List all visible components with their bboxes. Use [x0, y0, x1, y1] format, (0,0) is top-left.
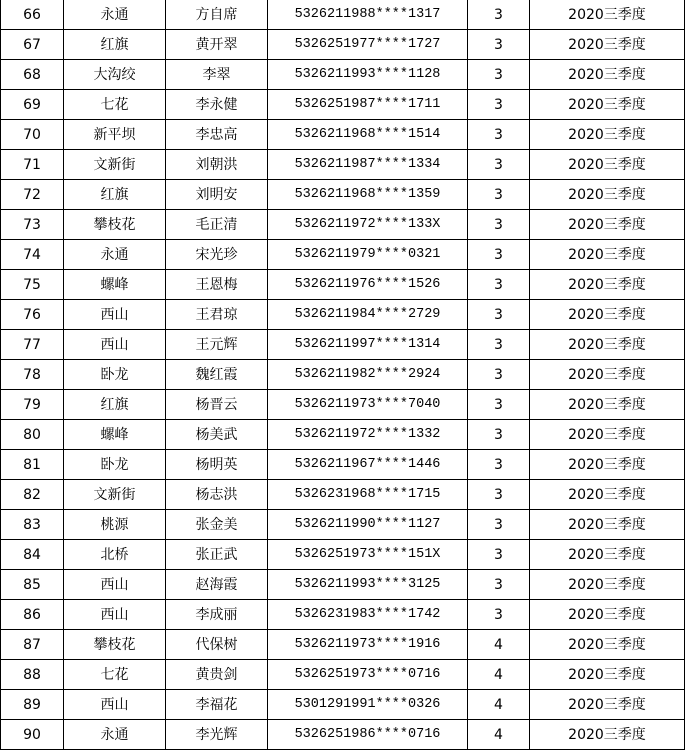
period-cell: 2020三季度 [530, 120, 685, 150]
id-number-cell: 5326211973****7040 [268, 390, 468, 420]
level-cell: 3 [468, 480, 530, 510]
person-name-cell: 李永健 [166, 90, 268, 120]
table-row [1, 180, 685, 210]
person-name-cell: 杨志洪 [166, 480, 268, 510]
period-cell: 2020三季度 [530, 690, 685, 720]
table-row [1, 720, 685, 750]
level-cell: 3 [468, 570, 530, 600]
row-number-cell: 75 [1, 270, 64, 300]
person-name-cell: 宋光珍 [166, 240, 268, 270]
level-cell: 3 [468, 150, 530, 180]
row-number-cell: 90 [1, 720, 64, 750]
town-cell: 卧龙 [64, 360, 166, 390]
period-cell: 2020三季度 [530, 570, 685, 600]
row-number-cell: 76 [1, 300, 64, 330]
person-name-cell: 王恩梅 [166, 270, 268, 300]
id-number-cell: 5326211968****1514 [268, 120, 468, 150]
row-number-cell: 69 [1, 90, 64, 120]
person-name-cell: 王元辉 [166, 330, 268, 360]
row-number-cell: 89 [1, 690, 64, 720]
level-cell: 4 [468, 660, 530, 690]
id-number-cell: 5326251986****0716 [268, 720, 468, 750]
row-number-cell: 79 [1, 390, 64, 420]
town-cell: 西山 [64, 570, 166, 600]
level-cell: 3 [468, 540, 530, 570]
row-number-cell: 83 [1, 510, 64, 540]
period-cell: 2020三季度 [530, 270, 685, 300]
id-number-cell: 5326231983****1742 [268, 600, 468, 630]
person-name-cell: 李光辉 [166, 720, 268, 750]
row-number-cell: 68 [1, 60, 64, 90]
town-cell: 卧龙 [64, 450, 166, 480]
row-number-cell: 67 [1, 30, 64, 60]
person-name-cell: 张金美 [166, 510, 268, 540]
period-cell: 2020三季度 [530, 360, 685, 390]
person-name-cell: 黄开翠 [166, 30, 268, 60]
period-cell: 2020三季度 [530, 90, 685, 120]
id-number-cell: 5326211976****1526 [268, 270, 468, 300]
id-number-cell: 5326211972****133X [268, 210, 468, 240]
period-cell: 2020三季度 [530, 240, 685, 270]
person-name-cell: 刘朝洪 [166, 150, 268, 180]
person-name-cell: 王君琼 [166, 300, 268, 330]
town-cell: 大沟绞 [64, 60, 166, 90]
id-number-cell: 5326211990****1127 [268, 510, 468, 540]
person-name-cell: 李忠高 [166, 120, 268, 150]
id-number-cell: 5326231968****1715 [268, 480, 468, 510]
town-cell: 七花 [64, 90, 166, 120]
town-cell: 文新街 [64, 480, 166, 510]
level-cell: 3 [468, 210, 530, 240]
town-cell: 桃源 [64, 510, 166, 540]
town-cell: 螺峰 [64, 420, 166, 450]
id-number-cell: 5326211988****1317 [268, 0, 468, 30]
table-row [1, 510, 685, 540]
person-name-cell: 赵海霞 [166, 570, 268, 600]
id-number-cell: 5326211987****1334 [268, 150, 468, 180]
period-cell: 2020三季度 [530, 600, 685, 630]
row-number-cell: 70 [1, 120, 64, 150]
table-row [1, 0, 685, 30]
table-row [1, 420, 685, 450]
period-cell: 2020三季度 [530, 450, 685, 480]
person-name-cell: 张正武 [166, 540, 268, 570]
period-cell: 2020三季度 [530, 510, 685, 540]
table-row [1, 210, 685, 240]
level-cell: 3 [468, 30, 530, 60]
level-cell: 3 [468, 180, 530, 210]
person-name-cell: 李翠 [166, 60, 268, 90]
person-name-cell: 黄贵剑 [166, 660, 268, 690]
row-number-cell: 88 [1, 660, 64, 690]
table-row [1, 450, 685, 480]
row-number-cell: 66 [1, 0, 64, 30]
level-cell: 4 [468, 720, 530, 750]
id-number-cell: 5326251987****1711 [268, 90, 468, 120]
town-cell: 新平坝 [64, 120, 166, 150]
period-cell: 2020三季度 [530, 660, 685, 690]
row-number-cell: 80 [1, 420, 64, 450]
id-number-cell: 5326211967****1446 [268, 450, 468, 480]
table-row [1, 390, 685, 420]
row-number-cell: 84 [1, 540, 64, 570]
level-cell: 3 [468, 270, 530, 300]
id-number-cell: 5326211979****0321 [268, 240, 468, 270]
id-number-cell: 5326211993****3125 [268, 570, 468, 600]
row-number-cell: 71 [1, 150, 64, 180]
row-number-cell: 82 [1, 480, 64, 510]
id-number-cell: 5326211997****1314 [268, 330, 468, 360]
town-cell: 文新街 [64, 150, 166, 180]
period-cell: 2020三季度 [530, 480, 685, 510]
town-cell: 永通 [64, 720, 166, 750]
row-number-cell: 85 [1, 570, 64, 600]
town-cell: 西山 [64, 330, 166, 360]
period-cell: 2020三季度 [530, 330, 685, 360]
person-name-cell: 杨明英 [166, 450, 268, 480]
person-name-cell: 刘明安 [166, 180, 268, 210]
town-cell: 红旗 [64, 390, 166, 420]
period-cell: 2020三季度 [530, 420, 685, 450]
town-cell: 西山 [64, 600, 166, 630]
period-cell: 2020三季度 [530, 150, 685, 180]
level-cell: 3 [468, 390, 530, 420]
id-number-cell: 5326251973****0716 [268, 660, 468, 690]
id-number-cell: 5326211993****1128 [268, 60, 468, 90]
table-row [1, 150, 685, 180]
town-cell: 北桥 [64, 540, 166, 570]
id-number-cell: 5326211984****2729 [268, 300, 468, 330]
level-cell: 3 [468, 0, 530, 30]
row-number-cell: 74 [1, 240, 64, 270]
table-row [1, 270, 685, 300]
level-cell: 4 [468, 630, 530, 660]
level-cell: 3 [468, 450, 530, 480]
town-cell: 螺峰 [64, 270, 166, 300]
id-number-cell: 5326211972****1332 [268, 420, 468, 450]
id-number-cell: 5326211973****1916 [268, 630, 468, 660]
period-cell: 2020三季度 [530, 210, 685, 240]
level-cell: 3 [468, 360, 530, 390]
period-cell: 2020三季度 [530, 390, 685, 420]
table-row [1, 330, 685, 360]
period-cell: 2020三季度 [530, 180, 685, 210]
period-cell: 2020三季度 [530, 630, 685, 660]
row-number-cell: 73 [1, 210, 64, 240]
person-name-cell: 方自席 [166, 0, 268, 30]
town-cell: 攀枝花 [64, 630, 166, 660]
records-table-body [1, 0, 685, 750]
period-cell: 2020三季度 [530, 300, 685, 330]
row-number-cell: 77 [1, 330, 64, 360]
level-cell: 3 [468, 60, 530, 90]
id-number-cell: 5326251973****151X [268, 540, 468, 570]
table-row [1, 300, 685, 330]
id-number-cell: 5326211982****2924 [268, 360, 468, 390]
table-row [1, 480, 685, 510]
period-cell: 2020三季度 [530, 540, 685, 570]
town-cell: 永通 [64, 240, 166, 270]
town-cell: 攀枝花 [64, 210, 166, 240]
level-cell: 3 [468, 420, 530, 450]
town-cell: 红旗 [64, 30, 166, 60]
level-cell: 3 [468, 90, 530, 120]
table-row [1, 660, 685, 690]
level-cell: 4 [468, 690, 530, 720]
row-number-cell: 81 [1, 450, 64, 480]
period-cell: 2020三季度 [530, 60, 685, 90]
table-row [1, 90, 685, 120]
table-row [1, 690, 685, 720]
row-number-cell: 78 [1, 360, 64, 390]
town-cell: 西山 [64, 300, 166, 330]
person-name-cell: 毛正清 [166, 210, 268, 240]
id-number-cell: 5301291991****0326 [268, 690, 468, 720]
level-cell: 3 [468, 300, 530, 330]
period-cell: 2020三季度 [530, 0, 685, 30]
town-cell: 永通 [64, 0, 166, 30]
table-row [1, 360, 685, 390]
row-number-cell: 72 [1, 180, 64, 210]
town-cell: 西山 [64, 690, 166, 720]
level-cell: 3 [468, 240, 530, 270]
period-cell: 2020三季度 [530, 720, 685, 750]
town-cell: 红旗 [64, 180, 166, 210]
person-name-cell: 杨晋云 [166, 390, 268, 420]
table-row [1, 60, 685, 90]
level-cell: 3 [468, 600, 530, 630]
table-row [1, 240, 685, 270]
period-cell: 2020三季度 [530, 30, 685, 60]
person-name-cell: 李福花 [166, 690, 268, 720]
row-number-cell: 87 [1, 630, 64, 660]
id-number-cell: 5326211968****1359 [268, 180, 468, 210]
level-cell: 3 [468, 120, 530, 150]
table-row [1, 570, 685, 600]
table-row [1, 30, 685, 60]
row-number-cell: 86 [1, 600, 64, 630]
town-cell: 七花 [64, 660, 166, 690]
table-row [1, 540, 685, 570]
person-name-cell: 李成丽 [166, 600, 268, 630]
table-row [1, 630, 685, 660]
id-number-cell: 5326251977****1727 [268, 30, 468, 60]
person-name-cell: 杨美武 [166, 420, 268, 450]
person-name-cell: 魏红霞 [166, 360, 268, 390]
person-name-cell: 代保树 [166, 630, 268, 660]
table-row [1, 600, 685, 630]
table-row [1, 120, 685, 150]
level-cell: 3 [468, 510, 530, 540]
level-cell: 3 [468, 330, 530, 360]
